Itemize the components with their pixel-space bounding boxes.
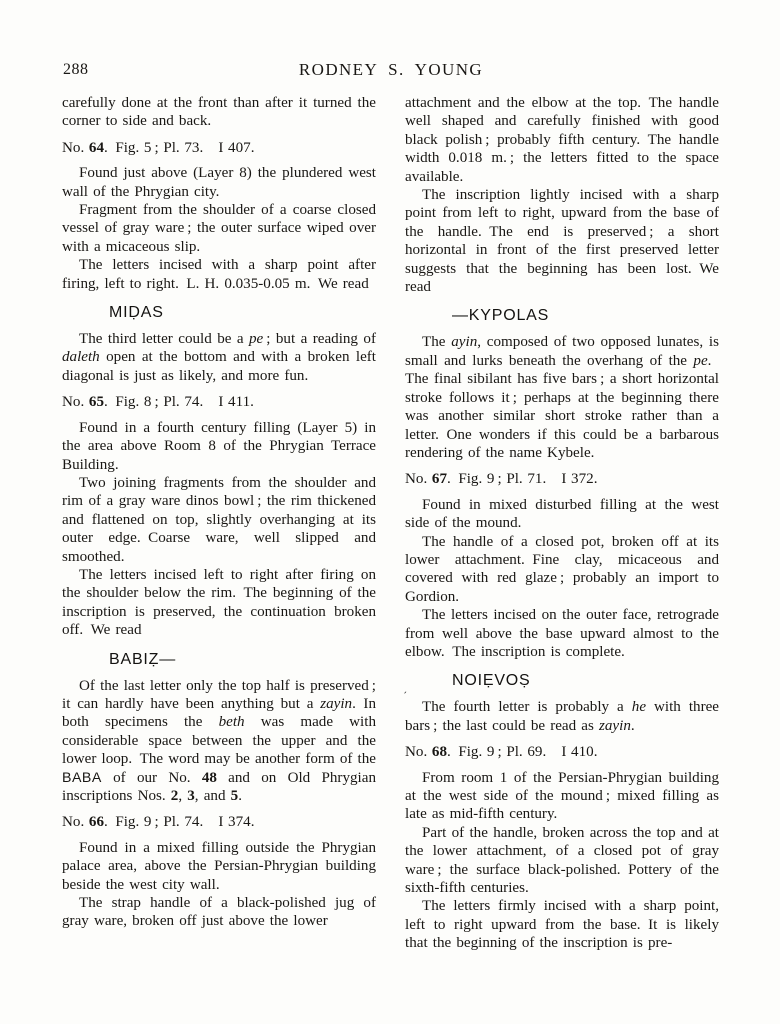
text-run: The third letter could be a [79, 331, 249, 348]
inscription [109, 303, 376, 322]
paragraph [405, 333, 719, 462]
entry-heading [62, 139, 376, 157]
paragraph [62, 330, 376, 385]
paragraph [62, 839, 376, 894]
text-run: Of the last letter only the top half is preserved ; it can hardly have been anything but a [62, 677, 376, 712]
text-run: . Fig. 8 ; Pl. 74. I 411. [104, 394, 254, 411]
text-run: Part of the handle, broken across the top and at the lower attachment, of a closed pot of gray ware ; the surface black-polished. Pottery of the sixth-fifth centuries. [405, 824, 719, 897]
text-run: . [630, 717, 635, 734]
paragraph [405, 496, 719, 533]
entry-heading [405, 743, 719, 761]
text-run: . Fig. 9 ; Pl. 71. I 372. [447, 471, 598, 488]
left-column [62, 94, 376, 953]
paragraph [405, 769, 719, 824]
inscription-text: BABIẒ— [109, 650, 177, 668]
paragraph [62, 94, 376, 131]
text-run: 2 [170, 788, 179, 804]
text-run: he [631, 699, 647, 716]
text-run: . Fig. 9 ; Pl. 74. I 374. [104, 814, 255, 831]
paragraph [405, 606, 719, 661]
text-run: The handle of a closed pot, broken off at its lower attachment. Fine clay, micaceous and covered with red glaze ; probably an import to Gordion. [405, 533, 719, 605]
text-run: , and [194, 788, 231, 804]
text-run: . In both specimens the [62, 695, 376, 731]
text-run: and on Old Phrygian inscriptions Nos. [62, 769, 376, 804]
text-run: The fourth letter is probably a [422, 699, 632, 716]
text-run: 48 [201, 769, 217, 786]
text-run: , [178, 788, 188, 804]
text-run: Found in mixed disturbed filling at the west side of the mound. [405, 496, 719, 532]
text-run: zayin [320, 695, 353, 712]
text-run: was made with considerable space between the upper and the lower loop. The word may be another form of the [62, 714, 376, 768]
text-run: daleth [62, 349, 100, 366]
paragraph [405, 186, 719, 296]
text-run: The letters firmly incised with a sharp point, left to right upward from the base. It is likely that the beginning of the inscription is pre- [405, 898, 719, 952]
text-run: of our No. [101, 769, 202, 786]
text-run: Fragment from the shoulder of a coarse closed vessel of gray ware ; the outer surface wiped over with a micaceous slip. [62, 202, 376, 255]
right-column [405, 94, 719, 953]
text-run: 64 [88, 139, 104, 156]
inscription [403, 671, 719, 695]
text-run: No. [405, 471, 432, 488]
paragraph [62, 677, 376, 806]
entry-heading [62, 393, 376, 411]
text-run: 66 [88, 814, 104, 831]
page-number: 288 [63, 61, 89, 78]
running-title: RODNEY S. YOUNG [298, 60, 484, 79]
text-run: beth [218, 714, 245, 731]
text-run: open at the bottom and with a broken left diagonal is just as likely, and more fun. [62, 349, 376, 384]
text-run: , composed of two opposed lunates, is small and lurks beneath the overhang of the [405, 334, 719, 369]
text-run: . Fig. 5 ; Pl. 73. I 407. [104, 139, 255, 156]
text-run: carefully done at the front than after it turned the corner to side and back. [62, 95, 376, 130]
inscription-text: MIḌAS [109, 304, 164, 322]
paragraph [405, 824, 719, 898]
text-run: 67 [431, 471, 447, 488]
inscription-text: —KYPOLAS [452, 307, 550, 325]
entry-heading [405, 470, 719, 488]
text-run: BABA [62, 769, 102, 786]
text-run: No. [405, 744, 432, 761]
paragraph [62, 164, 376, 201]
text-run: Two joining fragments from the shoulder and rim of a gray ware dinos bowl ; the rim thickened and flattened on top, slightly overhanging at its outer edge. Coarse ware, well slipped and smoothed. [62, 474, 376, 565]
text-run: Found just above (Layer 8) the plundered west wall of the Phrygian city. [62, 165, 376, 200]
text-run: . [238, 788, 242, 804]
text-run: The letters incised left to right after firing on the shoulder below the rim. The beginning of the inscription is preserved, the continuation broken off. We read [62, 566, 376, 639]
text-run: Found in a fourth century filling (Layer 5) in the area above Room 8 of the Phrygian Terrace Building. [62, 419, 376, 473]
text-run: pe [693, 352, 708, 369]
inscription [109, 650, 376, 669]
text-run: The letters incised on the outer face, retrograde from well above the base upward almost to the elbow. The inscription is complete. [405, 607, 719, 660]
paragraph [62, 419, 376, 474]
entry-heading [62, 813, 376, 831]
paragraph [62, 201, 376, 256]
text-run: attachment and the elbow at the top. The handle well shaped and carefully finished with good black polish ; probably fifth century. The handle width 0.018 m. ; the letters fitted to the space available. [405, 95, 719, 185]
inscription [452, 306, 719, 325]
text-run: pe [249, 331, 264, 348]
paragraph [62, 474, 376, 566]
paragraph [62, 256, 376, 293]
text-run: zayin [599, 717, 631, 734]
paragraph [405, 698, 719, 735]
text-run: The strap handle of a black-polished jug of gray ware, broken off just above the lower [62, 895, 376, 930]
paragraph [405, 94, 719, 186]
text-run: No. [62, 139, 89, 156]
text-run: The inscription lightly incised with a sharp point from left to right, upward from the base of the handle. The end is preserved ; a short horizontal in front of the first preserved letter suggests that the beginning has been lost. We read [405, 187, 719, 296]
text-run: 5 [230, 788, 239, 804]
paragraph [405, 897, 719, 952]
text-run: Found in a mixed filling outside the Phrygian palace area, above the Persian-Phrygian building beside the west city wall. [62, 839, 376, 893]
text-run: ayin [451, 334, 478, 351]
stray-ink-mark: ˏ [403, 680, 407, 695]
text-run: 68 [431, 744, 447, 761]
inscription-text: NOIẸVOṢ [452, 672, 531, 690]
text-run: The letters incised with a sharp point after firing, left to right. L. H. 0.035-0.05 m. We read [62, 257, 376, 292]
text-run: . Fig. 9 ; Pl. 69. I 410. [447, 744, 598, 761]
paragraph [62, 566, 376, 640]
text-run: No. [62, 814, 89, 831]
page-header [62, 60, 720, 82]
paragraph [62, 894, 376, 931]
text-run: 3 [187, 788, 195, 804]
text-run: From room 1 of the Persian-Phrygian building at the west side of the mound ; mixed filling as late as mid-fifth century. [405, 769, 719, 823]
text-columns [62, 94, 720, 953]
paragraph [405, 533, 719, 607]
text-run: 65 [88, 394, 104, 411]
text-run: with three bars ; the last could be read as [405, 699, 720, 734]
text-run: The [422, 334, 452, 351]
text-run: . The final sibilant has five bars ; a short horizontal stroke follows it ; perhaps at the beginning there was another similar short stroke rather than a letter. One wonders if this could be a barbarous rendering of the name Kybele. [405, 352, 719, 461]
text-run: ; but a reading of [263, 331, 376, 348]
text-run: No. [62, 394, 89, 411]
